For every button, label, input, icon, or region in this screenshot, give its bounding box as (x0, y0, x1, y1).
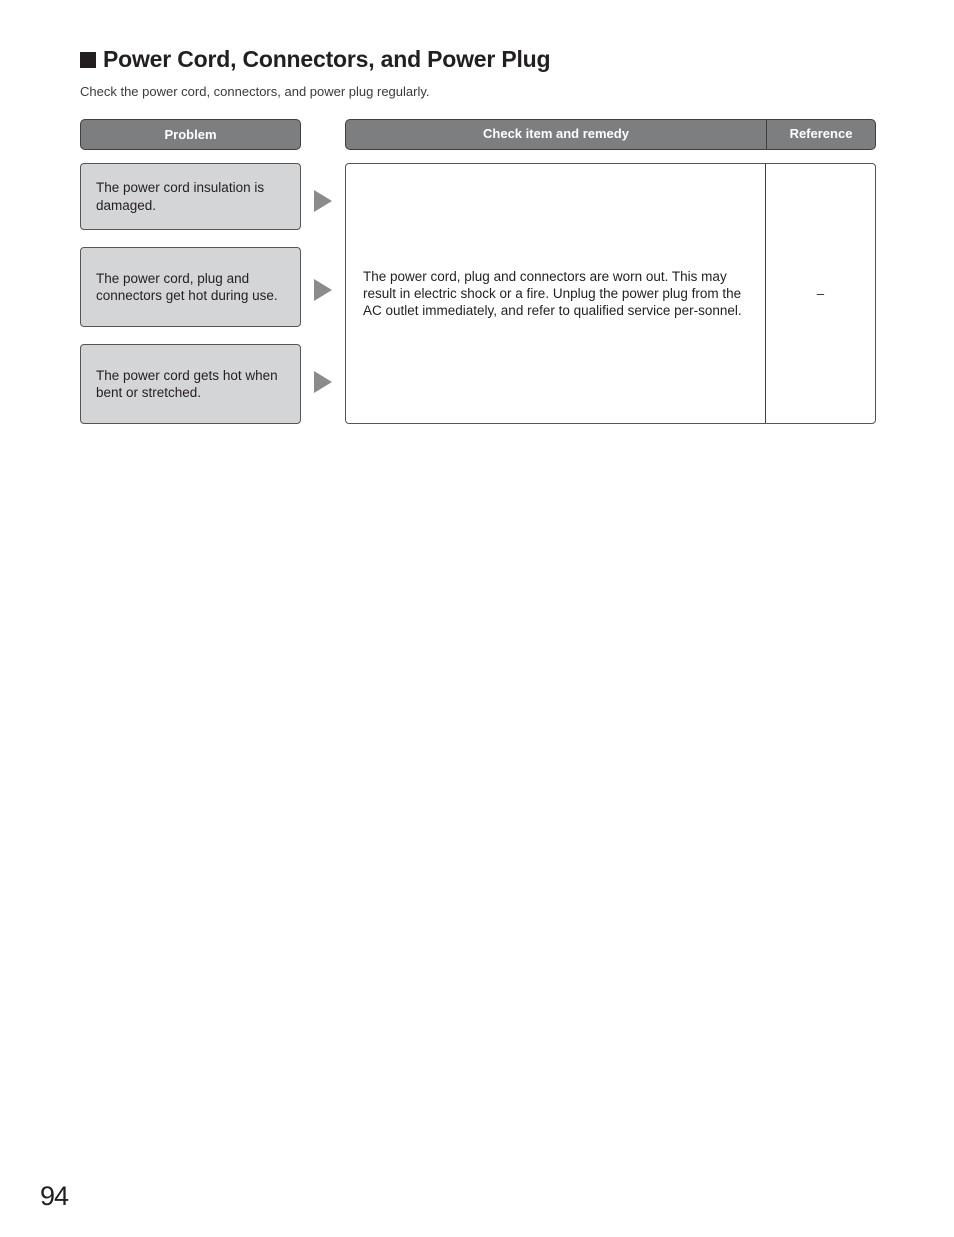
reference-cell (766, 164, 875, 423)
intro-text: Check the power cord, connectors, and power plug regularly. (80, 84, 430, 99)
remedy-text-cell (346, 164, 766, 423)
page-number: 94 (40, 1181, 69, 1211)
problem-item (80, 344, 301, 424)
arrow-right-icon (314, 279, 332, 301)
reference-value: – (816, 286, 825, 301)
section-title (80, 46, 550, 73)
section-title-text: Power Cord, Connectors, and Power Plug (103, 46, 551, 72)
reference-header: Reference (789, 126, 853, 141)
problem-header: Problem (80, 119, 301, 150)
problem-item (80, 163, 301, 230)
problem-text: The power cord gets hot when bent or stretched. (96, 367, 278, 400)
problem-item (80, 247, 301, 327)
remedy-header (345, 119, 876, 150)
arrow-right-icon (314, 371, 332, 393)
problem-text: The power cord insulation is damaged. (96, 180, 265, 213)
problem-text: The power cord, plug and connectors get hot during use. (96, 270, 278, 303)
remedy-box (345, 163, 876, 424)
remedy-text: The power cord, plug and connectors are worn out. This may result in electric shock or a fire. Unplug the power plug from the AC outlet immediately, and refer to qualified service per-sonnel. (363, 269, 742, 318)
square-bullet-icon (80, 52, 96, 68)
arrow-right-icon (314, 190, 332, 212)
check-item-header: Check item and remedy (346, 120, 767, 149)
